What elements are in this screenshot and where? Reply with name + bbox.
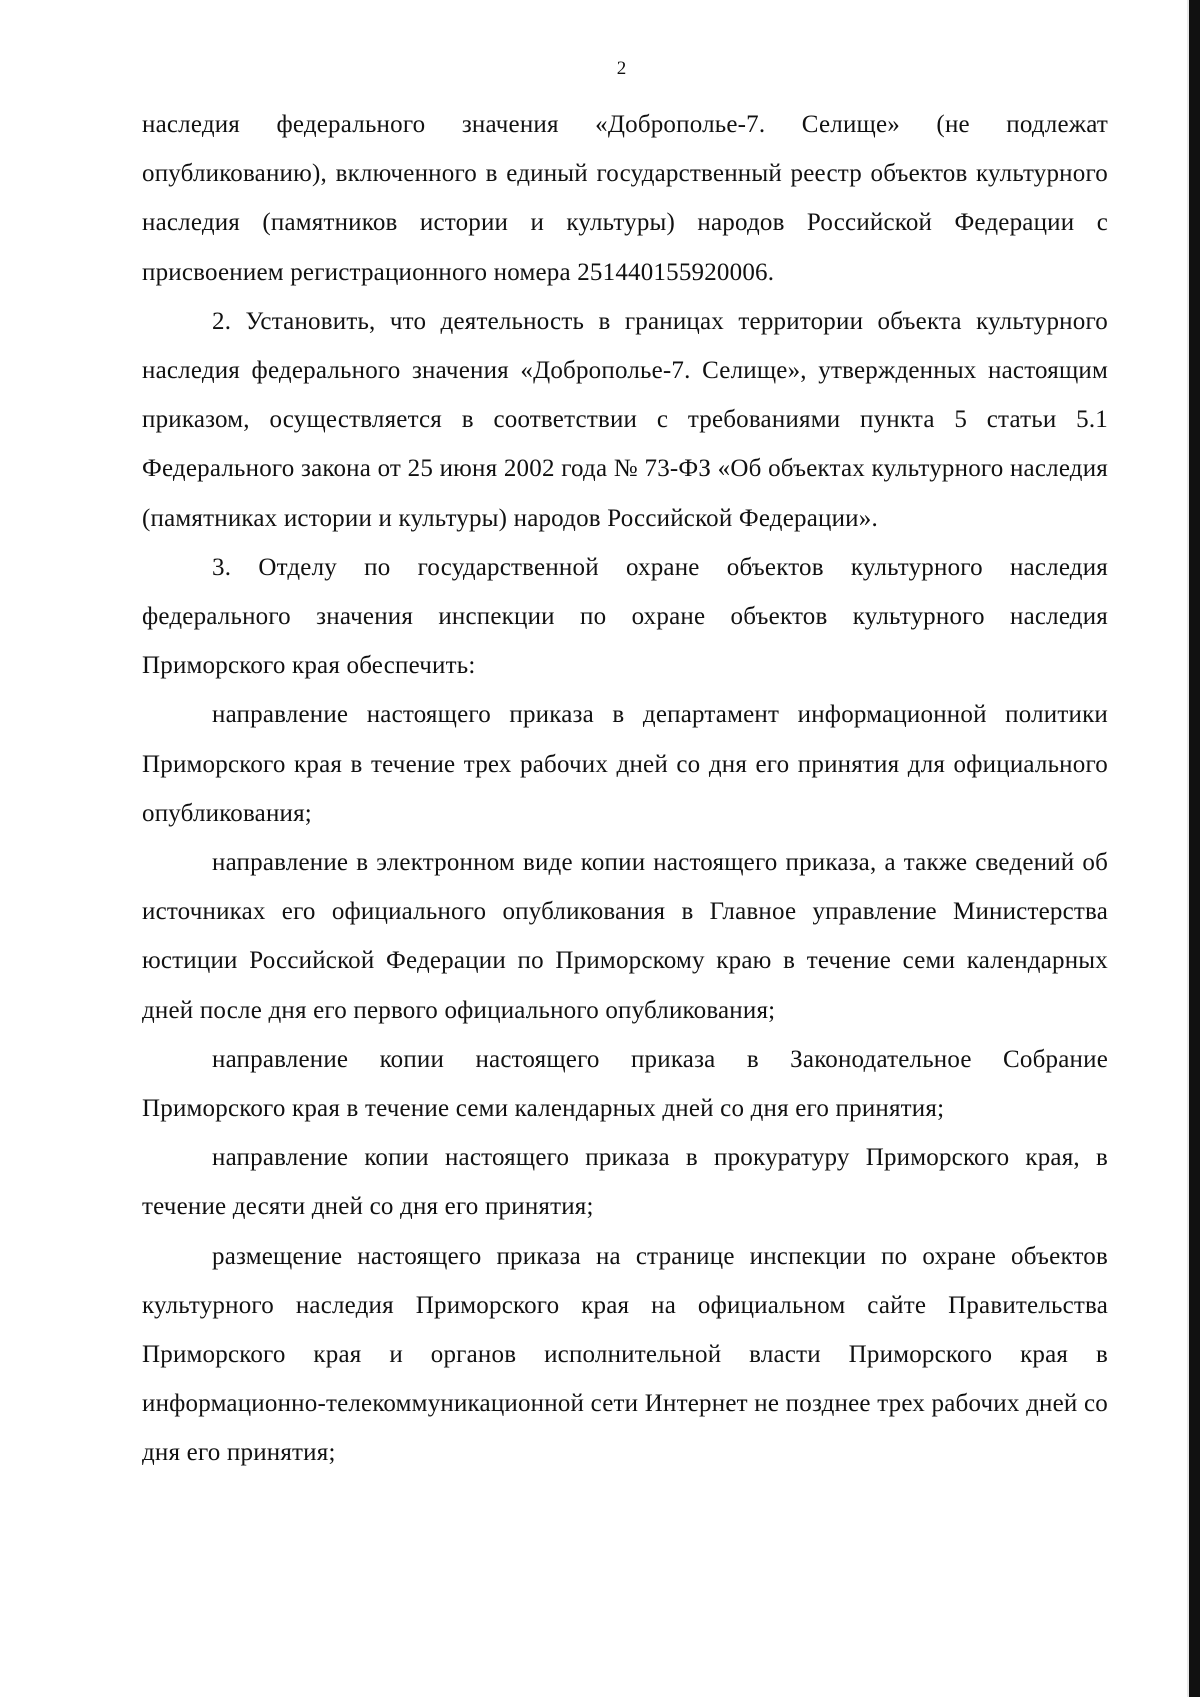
paragraph-item-3: 3. Отделу по государственной охране объектов культурного наследия федерального значения инспекции по охране объектов культурного наследия Приморского края обеспечить: xyxy=(142,553,1108,680)
document-body xyxy=(142,100,1108,1478)
subparagraph-ministry-justice: направление в электронном виде копии настоящего приказа, а также сведений об источниках его официального опубликования в Главное управление Министерства юстиции Российской Федерации по Приморскому краю в течение семи календарных дней после дня его первого официального опубликования; xyxy=(142,849,1108,1024)
paragraph-item-2: 2. Установить, что деятельность в границах территории объекта культурного наследия федерального значения «Доброполье-7. Селище», утвержденных настоящим приказом, осуществляется в соответствии с требованиями пункта 5 статьи 5.1 Федерального закона от 25 июня 2002 года № 73-ФЗ «Об объектах культурного наследия (памятниках истории и культуры) народов Российской Федерации». xyxy=(142,307,1108,532)
scan-edge-border xyxy=(1189,0,1200,1697)
paragraph-continuation: наследия федерального значения «Доброполье-7. Селище» (не подлежат опубликованию), включенного в единый государственный реестр объектов культурного наследия (памятников истории и культуры) народов Российской Федерации с присвоением регистрационного номера 251440155920006. xyxy=(142,111,1108,286)
subparagraph-legislative-assembly: направление копии настоящего приказа в Законодательное Собрание Приморского края в течение семи календарных дней со дня его принятия; xyxy=(142,1045,1108,1123)
subparagraph-prosecutor: направление копии настоящего приказа в прокуратуру Приморского края, в течение десяти дней со дня его принятия; xyxy=(142,1144,1108,1221)
subparagraph-website: размещение настоящего приказа на странице инспекции по охране объектов культурного наследия Приморского края на официальном сайте Правительства Приморского края и органов исполнительной власти Приморского края в информационно-телекоммуникационной сети Интернет не позднее трех рабочих дней со дня его принятия; xyxy=(142,1242,1108,1467)
subparagraph-publication: направление настоящего приказа в департамент информационной политики Приморского края в течение трех рабочих дней со дня его принятия для официального опубликования; xyxy=(142,701,1108,827)
page-number: 2 xyxy=(616,58,627,79)
